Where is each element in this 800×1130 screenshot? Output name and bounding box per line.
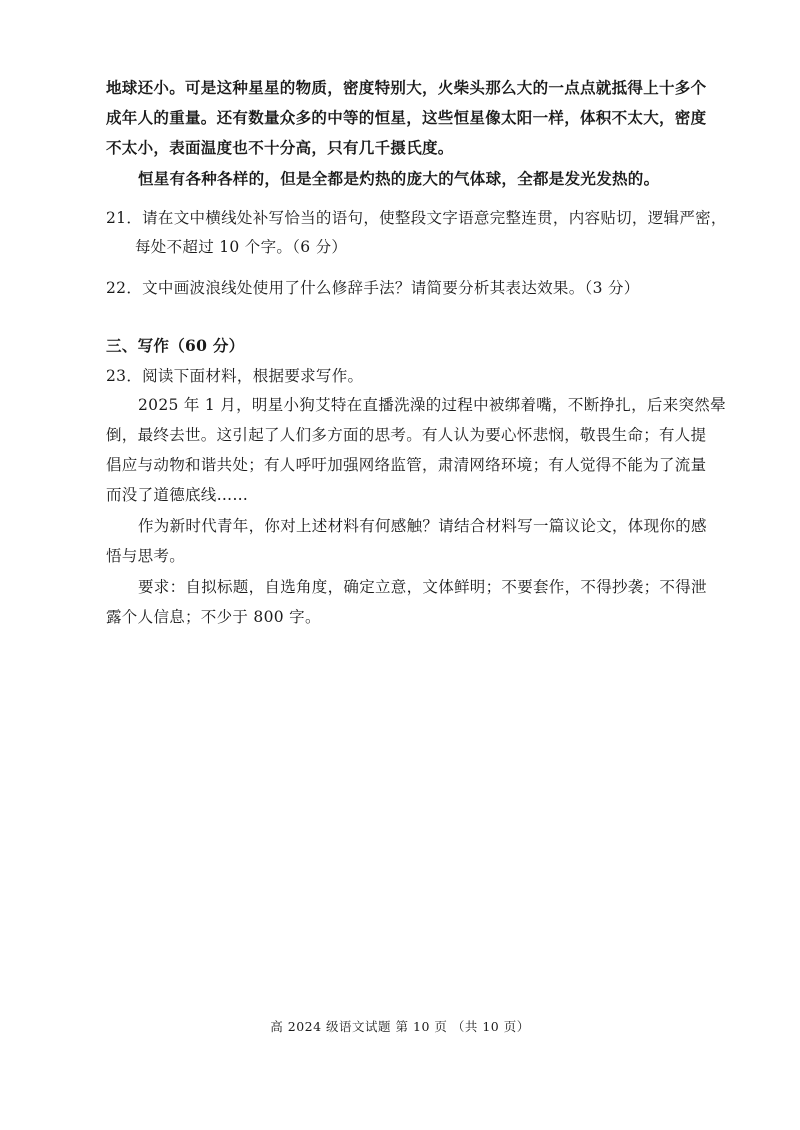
question-22-line-1: 22．文中画波浪线处使用了什么修辞手法？请简要分析其表达效果。（3 分） — [106, 279, 640, 297]
material-line-2: 倒，最终去世。这引起了人们多方面的思考。有人认为要心怀悲悯，敬畏生命；有人提 — [106, 426, 707, 444]
passage-line-1: 地球还小。可是这种星星的物质，密度特别大，火柴头那么大的一点点就抵得上十多个 — [106, 78, 707, 97]
passage-line-3: 不太小，表面温度也不十分高，只有几千摄氏度。 — [106, 138, 454, 157]
material-line-3: 倡应与动物和谐共处；有人呼吁加强网络监管，肃清网络环境；有人觉得不能为了流量 — [106, 456, 707, 474]
material-line-1: 2025 年 1 月，明星小狗艾特在直播洗澡的过程中被绑着嘴，不断挣扎，后来突然晕 — [138, 396, 726, 414]
material-line-4: 而没了道德底线…… — [106, 486, 249, 504]
prompt-line-2: 悟与思考。 — [106, 547, 186, 565]
question-21-line-2: 每处不超过 10 个字。（6 分） — [135, 238, 348, 256]
prompt-line-1: 作为新时代青年，你对上述材料有何感触？请结合材料写一篇议论文，体现你的感 — [138, 517, 707, 535]
section-title-writing: 三、写作（60 分） — [106, 336, 245, 355]
passage-line-2: 成年人的重量。还有数量众多的中等的恒星，这些恒星像太阳一样，体积不太大，密度 — [106, 108, 707, 127]
requirement-line-2: 露个人信息；不少于 800 字。 — [106, 608, 321, 626]
passage-line-4: 恒星有各种各样的，但是全都是灼热的庞大的气体球，全都是发光发热的。 — [138, 169, 660, 188]
question-23-intro: 23．阅读下面材料，根据要求写作。 — [106, 367, 364, 385]
page-footer: 高 2024 级语文试题 第 10 页 （共 10 页） — [270, 1019, 530, 1034]
question-21-line-1: 21．请在文中横线处补写恰当的语句，使整段文字语意完整连贯，内容贴切，逻辑严密， — [106, 209, 727, 227]
requirement-line-1: 要求：自拟标题，自选角度，确定立意，文体鲜明；不要套作，不得抄袭；不得泄 — [138, 578, 707, 596]
